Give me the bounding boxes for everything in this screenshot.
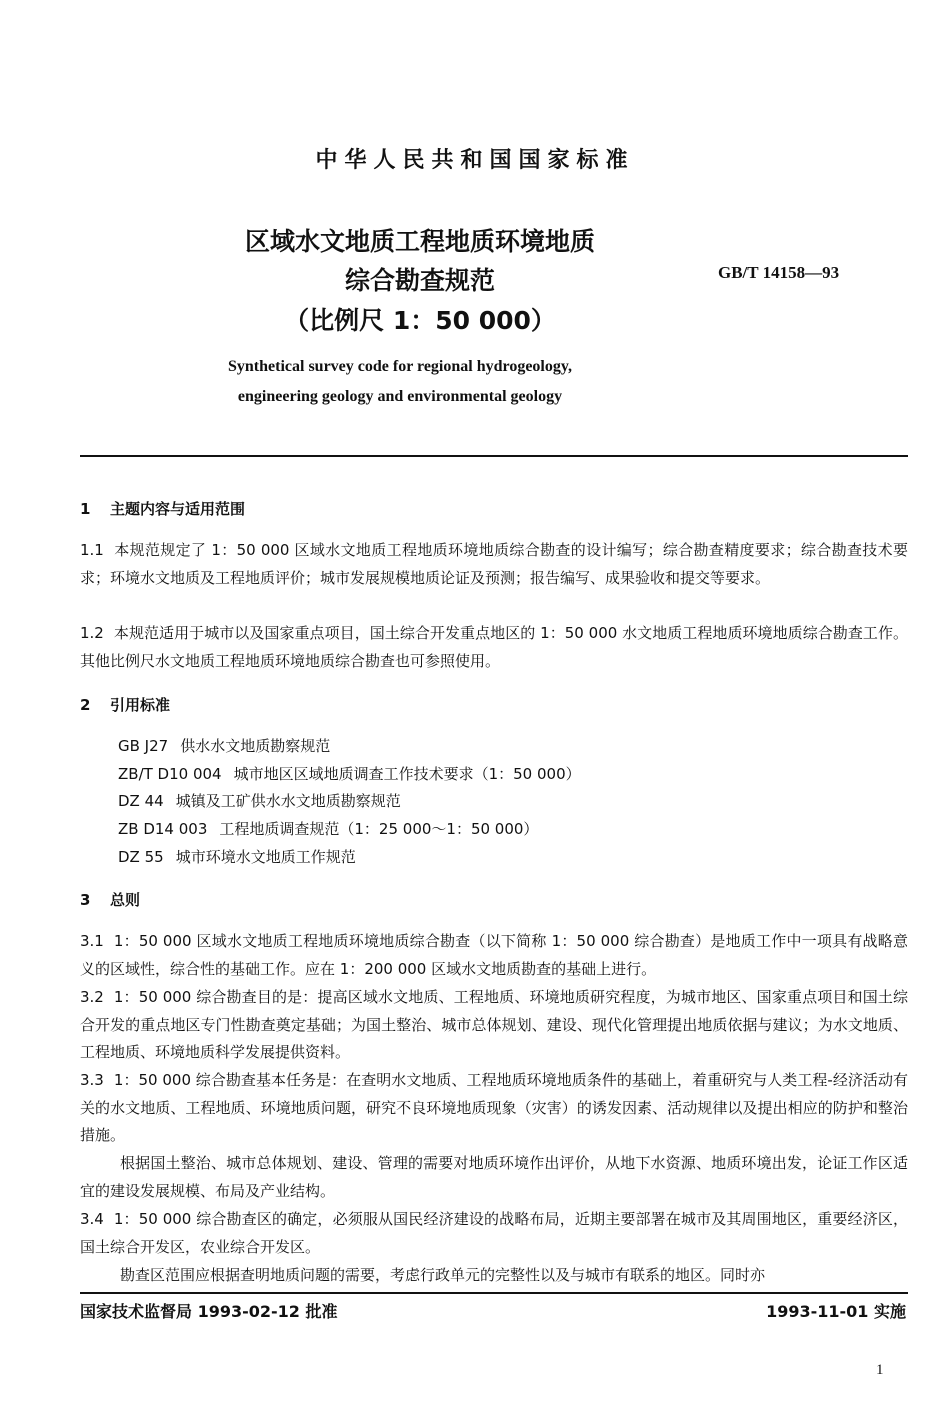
english-title-line-2: engineering geology and environmental geology <box>237 388 563 405</box>
clause-3-4 <box>80 1206 908 1261</box>
section-3-heading <box>80 889 140 910</box>
clause-1-2 <box>80 620 908 675</box>
clause-number: 3.2 <box>80 988 104 1006</box>
reference-code: DZ 44 <box>118 792 164 811</box>
reference-item <box>118 761 581 789</box>
reference-list <box>118 733 581 872</box>
issuing-body: 中华人民共和国国家标准 <box>315 148 635 173</box>
footer-rule <box>80 1292 908 1294</box>
reference-item <box>118 733 581 761</box>
clause-text: 1：50 000 综合勘查区的确定，必须服从国民经济建设的战略布局，近期主要部署在城市及其周围地区，重要经济区，国土综合开发区，农业综合开发区。 <box>80 1210 908 1256</box>
reference-item <box>118 844 581 872</box>
clause-text: 1：50 000 综合勘查基本任务是：在查明水文地质、工程地质环境地质条件的基础上，着重研究与人类工程-经济活动有关的水文地质、工程地质、环境地质问题，研究不良环境地质现象（灾害）的诱发因素、活动规律以及提出相应的防护和整治措施。 <box>80 1071 908 1144</box>
reference-title: 城市环境水文地质工作规范 <box>175 847 356 866</box>
clause-number: 1.1 <box>80 541 104 559</box>
section-title: 引用标准 <box>110 696 171 714</box>
reference-code: ZB D14 003 <box>118 820 208 839</box>
clause-text: 1：50 000 区域水文地质工程地质环境地质综合勘查（以下简称 1：50 000 综合勘查）是地质工作中一项具有战略意义的区域性，综合性的基础工作。应在 1：200 000 区域水文地质勘查的基础上进行。 <box>80 932 908 978</box>
section-number: 3 <box>80 891 91 909</box>
effective-date: 1993-11-01 实施 <box>766 1302 906 1321</box>
clause-3-4-continuation <box>80 1262 908 1290</box>
reference-code: GB J27 <box>118 737 169 755</box>
clause-3-3-continuation <box>80 1150 908 1205</box>
section-title: 总则 <box>110 891 141 909</box>
clause-text: 勘查区范围应根据查明地质问题的需要，考虑行政单元的完整性以及与城市有联系的地区。同时亦 <box>120 1266 766 1284</box>
clause-number: 3.1 <box>80 932 104 950</box>
reference-code: DZ 55 <box>118 847 164 866</box>
reference-item <box>118 816 581 844</box>
clause-text: 本规范适用于城市以及国家重点项目，国土综合开发重点地区的 1：50 000 水文地质工程地质环境地质综合勘查工作。其他比例尺水文地质工程地质环境地质综合勘查也可参照使用。 <box>80 624 908 670</box>
reference-title: 工程地质调查规范（1：25 000～1：50 000） <box>219 820 539 839</box>
standard-number: GB/T 14158—93 <box>718 263 840 282</box>
title-line-2: 综合勘查规范 <box>344 266 495 295</box>
reference-title: 城镇及工矿供水水文地质勘察规范 <box>175 792 401 811</box>
english-title-line-1: Synthetical survey code for regional hydrogeology, <box>228 358 572 375</box>
clause-number: 1.2 <box>80 624 104 642</box>
title-line-3: （比例尺 1：50 000） <box>284 306 556 335</box>
title-line-1: 区域水文地质工程地质环境地质 <box>244 227 595 256</box>
section-1-heading <box>80 498 245 519</box>
clause-number: 3.4 <box>80 1210 104 1228</box>
clause-3-3 <box>80 1067 908 1150</box>
section-2-heading <box>80 694 170 715</box>
section-title: 主题内容与适用范围 <box>110 500 246 518</box>
clause-1-1 <box>80 537 908 592</box>
clause-text: 1：50 000 综合勘查目的是：提高区域水文地质、工程地质、环境地质研究程度，为城市地区、国家重点项目和国土综合开发的重点地区专门性勘查奠定基础；为国土整治、城市总体规划、建设、现代化管理提出地质依据与建议；为水文地质、工程地质、环境地质科学发展提供资料。 <box>80 988 908 1061</box>
clause-number: 3.3 <box>80 1071 104 1089</box>
section-number: 2 <box>80 696 91 714</box>
reference-code: ZB/T D10 004 <box>118 764 222 783</box>
clause-text: 根据国土整治、城市总体规划、建设、管理的需要对地质环境作出评价，从地下水资源、地质环境出发，论证工作区适宜的建设发展规模、布局及产业结构。 <box>80 1154 908 1200</box>
reference-title: 供水水文地质勘察规范 <box>180 737 331 755</box>
page-number: 1 <box>876 1362 884 1378</box>
clause-3-2 <box>80 984 908 1067</box>
header-rule <box>80 455 908 457</box>
reference-item <box>118 788 581 816</box>
section-number: 1 <box>80 500 91 518</box>
reference-title: 城市地区区域地质调查工作技术要求（1：50 000） <box>233 764 581 783</box>
clause-3-1 <box>80 928 908 983</box>
clause-text: 本规范规定了 1：50 000 区域水文地质工程地质环境地质综合勘查的设计编写；综合勘查精度要求；综合勘查技术要求；环境水文地质及工程地质评价；城市发展规模地质论证及预测；报告编写、成果验收和提交等要求。 <box>80 541 908 587</box>
approval-note: 国家技术监督局 1993-02-12 批准 <box>80 1302 338 1321</box>
